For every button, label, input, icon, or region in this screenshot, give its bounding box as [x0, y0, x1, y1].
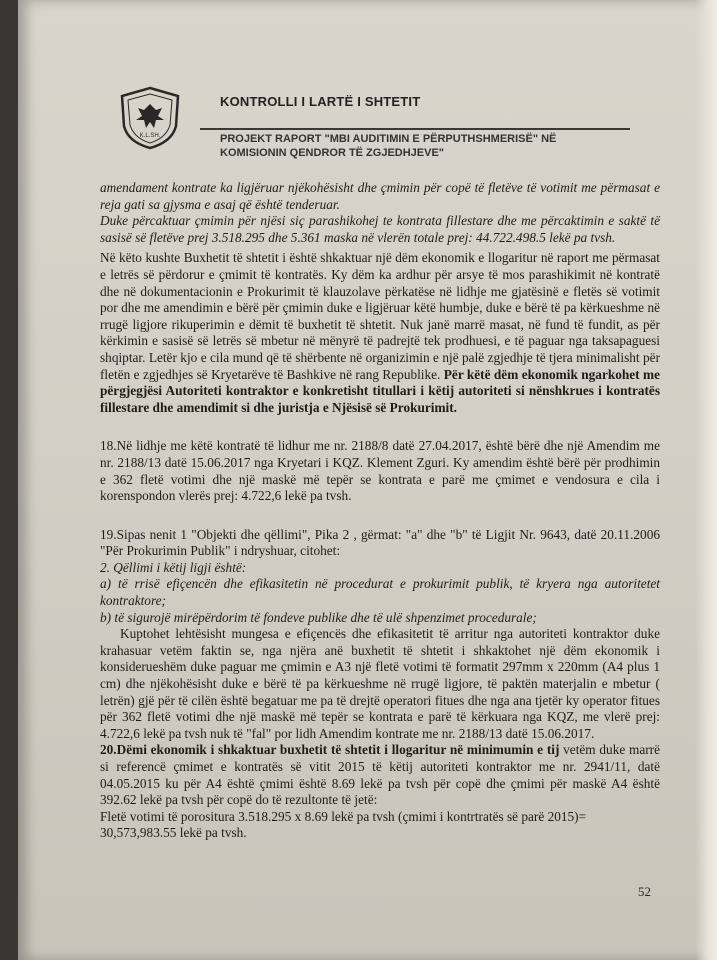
paragraph-efficiency: Kuptohet lehtësisht mungesa e efiçencës dhe efikasitetit të arritur nga autoriteti kontraktor duke krahasuar vetëm faktin se, nga njëra anë buxhetit të shtetit i shkaktohet një dëm ekonomik i konsiderueshëm duke paguar me çmimin e A3 një fletë votimi të formatit 297mm x 220mm (A4 plus 1 cm) dhe njëkohësisht duke e bërë të pa kërkueshme në rrugë ligjore, të paktën materjalin e mbetur ( letrën) gjë për të cilën është begatuar me pa të drejtë operatori fitues dhe nga ana tjetër ky operator fitues për 362 fletë votimi dhe një maskë më tepër se kontrata e parë të kërkuara nga KQZ, me vlerë prej: 4.722,6 lekë pa tvsh nuk të "fal" por lidh Amendim kontrate me nr. 2188/13 datë 15.06.2017. [100, 626, 660, 741]
calculation-line: Fletë votimi të porositura 3.518.295 x 8.69 lekë pa tvsh (çmimi i kontrtratës së parë 2015)= [100, 808, 587, 824]
law-purpose-intro: 2. Qëllimi i këtij ligji është: [100, 559, 247, 575]
emblem-text: K.L.SH. [139, 133, 161, 139]
page-number: 52 [638, 884, 651, 899]
law-purpose-b: b) të sigurojë mirëpërdorim të fondeve publike dhe të ulë shpenzimet procedurale; [100, 609, 537, 625]
paragraph-19: 19.Sipas nenit 1 "Objekti dhe qëllimi", Pika 2 , gërmat: "a" dhe "b" të Ligjit Nr. 9643, datë 20.11.2006 "Për Prokurimin Publik" i ndryshuar, citohet: [100, 526, 660, 559]
paragraph-unit-price: Duke përcaktuar çmimin për njësi siç parashikohej te kontrata fillestare dhe me përcaktimin e saktë të sasisë së fletëve prej 3.518.295 dhe 5.361 maska në vlerën totale prej: 44.722.498.5 lekë pa tvsh. [100, 213, 660, 245]
emblem-icon [118, 86, 182, 150]
report-subtitle: PROJEKT RAPORT "MBI AUDITIMIN E PËRPUTHSHMERISË" NË KOMISIONIN QENDROR TË ZGJEDHJEVE" [220, 133, 557, 159]
report-header [118, 86, 598, 172]
damage-text: Në këto kushte Buxhetit të shtetit i është shkaktuar një dëm ekonomik e llogaritur në raport me përmasat e letrës së përdorur e çmimit të kontratës. Ky dëm ka ardhur për arsye të mos parashikimit në kontratë dhe në dokumentacionin e Prokurimit të klauzolave përkatëse në lidhje me gjatësinë e fletës së votimit por dhe me amendimin e bërë për çmimin duke e ligjëruar këtë humbje, duke e bërë të pa kërkueshme në rrugë ligjore rikuperimin e dëmit të buxhetit të shtetit. Nuk janë marrë masat, në fund të fundit, as për kërkimin e sasisë së letrës së mbetur në mënyrë të padrejtë tek prodhuesi, e të paguar nga taksapaguesi shqiptar. Letër kjo e cila mund që të shërbente në organizimin e një palë zgjedhje të tjera minimalisht për fletën e zgjedhjes së Kryetarëve të Bashkive në rang Republike. [100, 250, 660, 382]
responsibility-text: Për këtë dëm ekonomik ngarkohet me përgjegjësi Autoriteti kontraktor e konkretisht titullari i këtij autoriteti si nënshkrues i kontratës fillestare dhe amendimit si dhe juristja e Njësisë së Prokurimit. [100, 366, 660, 415]
report-body [100, 180, 660, 842]
paragraph-20-text: vetëm duke marrë si referencë çmimet e kontratës së vitit 2015 të këtij autoriteti kontraktor me nr. 2941/11, datë 04.05.2015 ku për A4 është çmimi është 8.69 lekë pa tvsh për copë dhe çmimi për maskë A4 është 392.62 lekë pa tvsh për copë do të rezultonte të jetë: [100, 742, 660, 808]
paragraph-20 [100, 742, 660, 808]
calculation-result: 30,573,983.55 lekë pa tvsh. [100, 825, 247, 841]
law-purpose-a: a) të rrisë efiçencën dhe efikasitetin në procedurat e prokurimit publik, të kryera nga autoritetet kontraktore; [100, 576, 660, 609]
paragraph-20-heading: 20.Dëmi ekonomik i shkaktuar buxhetit të shtetit i llogaritur në minimumin e tij [100, 742, 560, 758]
header-rule [200, 128, 630, 130]
page-edge-stack [695, 0, 717, 960]
paragraph-amendment-continued: amendament kontrate ka ligjëruar njëkohësisht dhe çmimin për copë të fletëve të votimit me përmasat e reja gati sa gjysma e asaj që është tenderuar. [100, 180, 660, 212]
document-page [18, 0, 717, 960]
institution-title: KONTROLLI I LARTË I SHTETIT [220, 94, 421, 109]
paragraph-18: 18.Në lidhje me këtë kontratë të lidhur me nr. 2188/8 datë 27.04.2017, është bërë dhe një Amendim me nr. 2188/13 datë 15.06.2017 nga Kryetari i KQZ. Klement Zguri. Ky amendim është bërë për prodhimin e 362 fletë votimi dhe një maskë më tepër se kontrata e parë me çmimet e vendosura e cila i korenspondon vlerës prej: 4.722,6 lekë pa tvsh. [100, 438, 660, 504]
paragraph-economic-damage [100, 250, 660, 416]
